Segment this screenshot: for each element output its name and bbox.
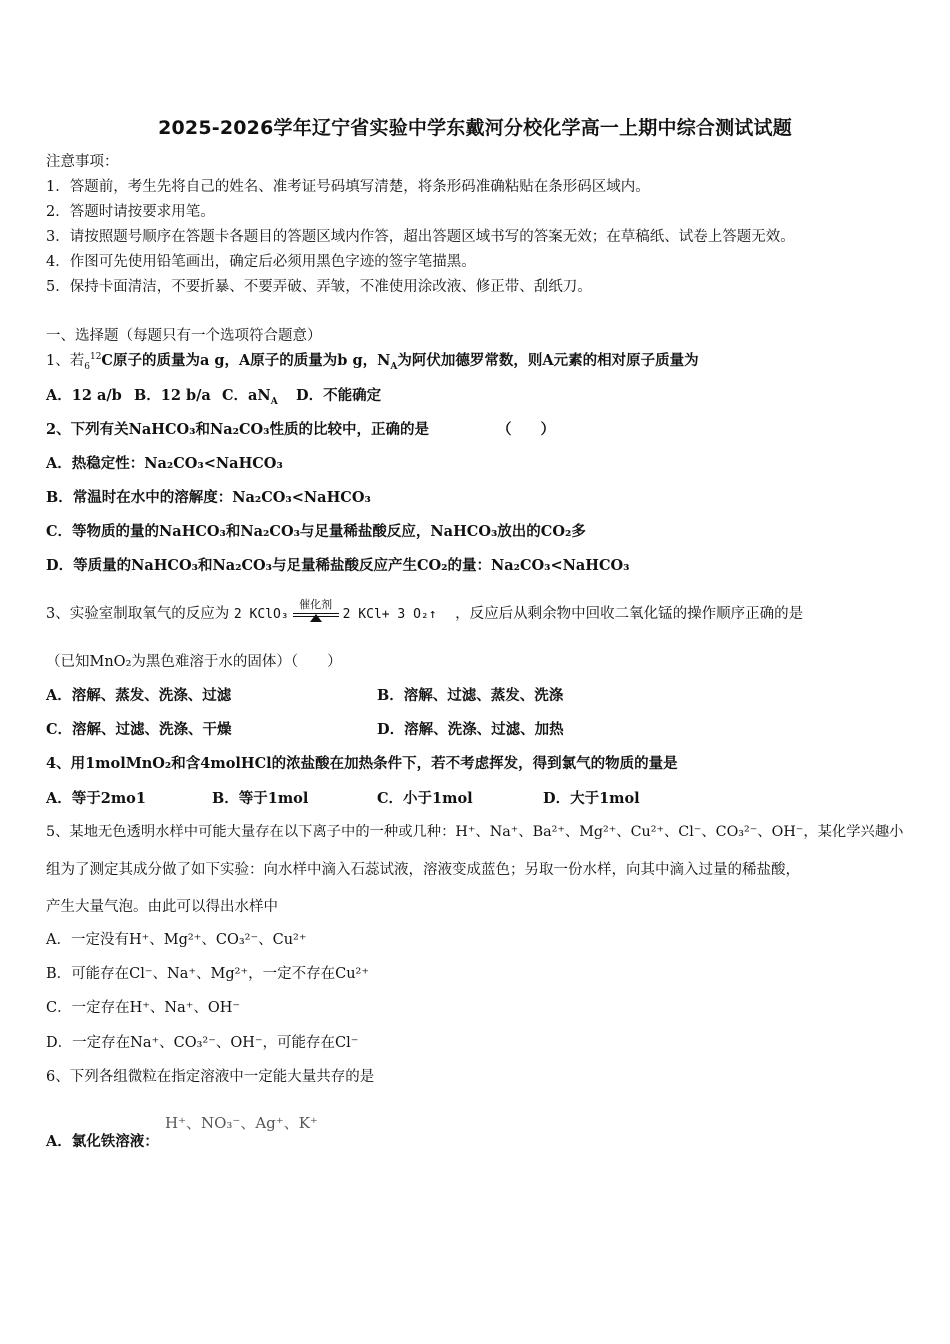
q3-option-d: D．溶解、洗涤、过滤、加热 [377,721,564,738]
q5-option-d: D．一定存在Na⁺、CO₃²⁻、OH⁻，可能存在Cl⁻ [46,1035,359,1051]
q2-option-d: D．等质量的NaHCO₃和Na₂CO₃与足量稀盐酸反应产生CO₂的量：Na₂CO₃<NaHCO₃ [46,557,630,574]
question-5-line-2: 组为了测定其成分做了如下实验：向水样中滴入石蕊试液，溶液变成蓝色；另取一份水样，向其中滴入过量的稀盐酸， [46,862,800,878]
q4-option-c: C．小于1mol [377,790,473,807]
notice-item-1: 1．答题前，考生先将自己的姓名、准考证号码填写清楚，将条形码准确粘贴在条形码区域内。 [46,179,650,195]
section-heading: 一、选择题（每题只有一个选项符合题意） [46,328,322,344]
q5-option-b: B．可能存在Cl⁻、Na⁺、Mg²⁺，一定不存在Cu²⁺ [46,966,370,982]
q6-option-a-label: A．氯化铁溶液： [46,1133,159,1150]
q3-option-c: C．溶解、过滤、洗涤、干燥 [46,721,232,738]
q1-option-d: D．不能确定 [296,387,382,404]
catalyst-arrow: 催化剂 [293,603,339,625]
question-1-stem: 1、若$_6^{12}$C原子的质量为a g，A原子的质量为b g，$N_A$为阿伏加德罗常数，则A元素的相对原子质量为 [46,352,699,372]
q4-option-d: D．大于1mol [543,790,640,807]
question-6-stem: 6、下列各组微粒在指定溶液中一定能大量共存的是 [46,1069,375,1085]
q5-option-c: C．一定存在H⁺、Na⁺、OH⁻ [46,1000,241,1016]
question-2-stem: 2、下列有关NaHCO₃和Na₂CO₃性质的比较中，正确的是 （ ） [46,421,555,438]
q3-option-b: B．溶解、过滤、蒸发、洗涤 [377,687,564,704]
q1-option-c: C．$aN_A$ [222,387,278,407]
heat-triangle-icon [310,614,322,622]
q1-option-b: B．12 b/a [134,387,211,404]
q4-option-a: A．等于2mo1 [46,790,146,807]
q4-option-b: B．等于1mol [212,790,309,807]
notice-item-4: 4．作图可先使用铅笔画出，确定后必须用黑色字迹的签字笔描黑。 [46,254,476,270]
notice-item-3: 3．请按照题号顺序在答题卡各题目的答题区域内作答，超出答题区域书写的答案无效；在草稿纸、试卷上答题无效。 [46,229,795,245]
notice-item-2: 2．答题时请按要求用笔。 [46,204,215,220]
question-4-stem: 4、用1molMnO₂和含4molHCl的浓盐酸在加热条件下，若不考虑挥发，得到氯气的物质的量是 [46,755,678,772]
notice-item-5: 5．保持卡面清洁，不要折暴、不要弄破、弄皱，不准使用涂改液、修正带、刮纸刀。 [46,279,592,295]
question-3-stem: 3、实验室制取氧气的反应为 2 KClO₃ 催化剂 2 KCl+ 3 O₂↑ ，反应后从剩余物中回收二氧化锰的操作顺序正确的是 [46,603,803,625]
notice-heading: 注意事项： [46,154,119,170]
q3-option-a: A．溶解、蒸发、洗涤、过滤 [46,687,232,704]
q5-option-a: A．一定没有H⁺、Mg²⁺、CO₃²⁻、Cu²⁺ [46,932,307,948]
question-5-line-1: 5、某地无色透明水样中可能大量存在以下离子中的一种或几种：H⁺、Na⁺、Ba²⁺、Mg²⁺、Cu²⁺、Cl⁻、CO₃²⁻、OH⁻，某化学兴趣小 [46,824,904,840]
q2-option-b: B．常温时在水中的溶解度：Na₂CO₃<NaHCO₃ [46,489,371,506]
q2-option-c: C．等物质的量的NaHCO₃和Na₂CO₃与足量稀盐酸反应，NaHCO₃放出的CO₂多 [46,523,586,540]
q6-option-a-ions: H⁺、NO₃⁻、Ag⁺、K⁺ [165,1114,318,1132]
q2-option-a: A．热稳定性：Na₂CO₃<NaHCO₃ [46,455,283,472]
page-title: 2025-2026学年辽宁省实验中学东戴河分校化学高一上期中综合测试试题 [158,117,792,139]
q1-option-a: A．12 a/b [46,387,122,404]
question-5-line-3: 产生大量气泡。由此可以得出水样中 [46,899,278,915]
question-3-note: （已知MnO₂为黑色难溶于水的固体）（ ） [46,654,342,670]
